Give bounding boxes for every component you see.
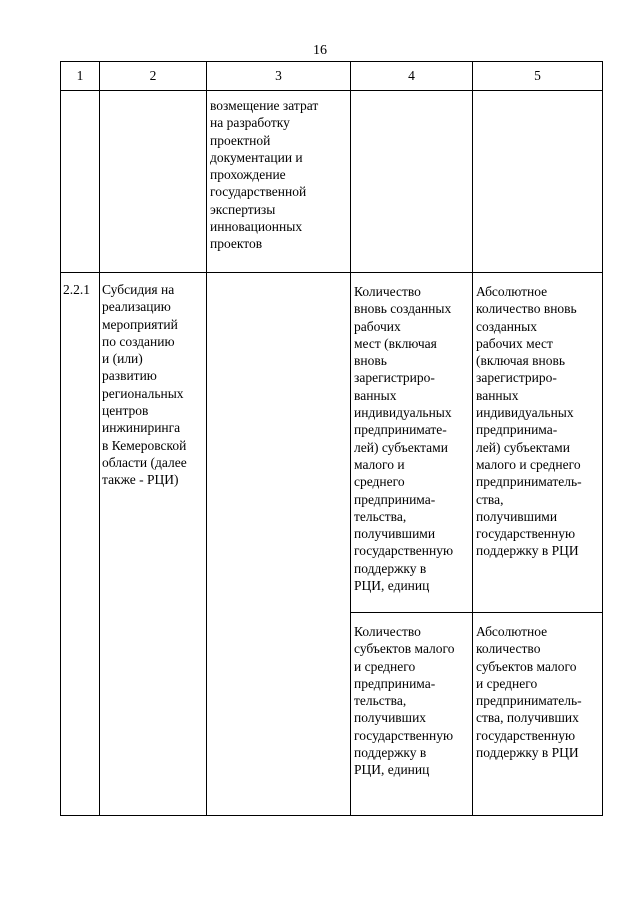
table-row-continuation <box>61 91 603 273</box>
cell-indicator-method <box>473 273 603 613</box>
indicator-2-method: Абсолютное количество субъектов малого и среднего предприниматель- ства, получивших государственную поддержку в РЦИ <box>476 624 582 761</box>
row-number: 2.2.1 <box>63 282 90 297</box>
table-row-2-2-1 <box>61 273 603 613</box>
indicator-1-method: Абсолютное количество вновь созданных рабочих мест (включая вновь зарегистриро- ванных индивидуальных предпринима- лей) субъектами малого и среднего предприниматель- ства, получившими государственную поддержку в РЦИ <box>476 284 582 559</box>
table-header-row <box>61 62 603 91</box>
cell-indicator-method <box>473 613 603 816</box>
cell-continuation-text <box>207 91 351 273</box>
header-col-4: 4 <box>351 62 473 91</box>
header-col-5: 5 <box>473 62 603 91</box>
header-col-3: 3 <box>207 62 351 91</box>
cell-event-name <box>100 273 207 816</box>
cell-empty <box>207 273 351 816</box>
cell-empty <box>473 91 603 273</box>
cell-indicator-name <box>351 273 473 613</box>
page-number: 16 <box>313 43 327 58</box>
event-name: Субсидия на реализацию мероприятий по созданию и (или) развитию региональных центров инжиниринга в Кемеровской области (далее также - РЦИ) <box>102 282 187 488</box>
cell-indicator-name <box>351 613 473 816</box>
cell-row-number <box>61 273 100 816</box>
header-col-1: 1 <box>61 62 100 91</box>
indicator-2-name: Количество субъектов малого и среднего предпринима- тельства, получивших государственную поддержку в РЦИ, единиц <box>354 624 455 778</box>
continuation-text: возмещение затрат на разработку проектной документации и прохождение государственной экспертизы инновационных проектов <box>210 98 319 252</box>
cell-empty <box>351 91 473 273</box>
program-table <box>60 61 603 816</box>
cell-empty <box>100 91 207 273</box>
header-col-2: 2 <box>100 62 207 91</box>
indicator-1-name: Количество вновь созданных рабочих мест (включая вновь зарегистриро- ванных индивидуальных предпринимате- лей) субъектами малого и среднего предпринима- тельства, получившими государственную поддержку в РЦИ, единиц <box>354 284 454 594</box>
cell-empty <box>61 91 100 273</box>
